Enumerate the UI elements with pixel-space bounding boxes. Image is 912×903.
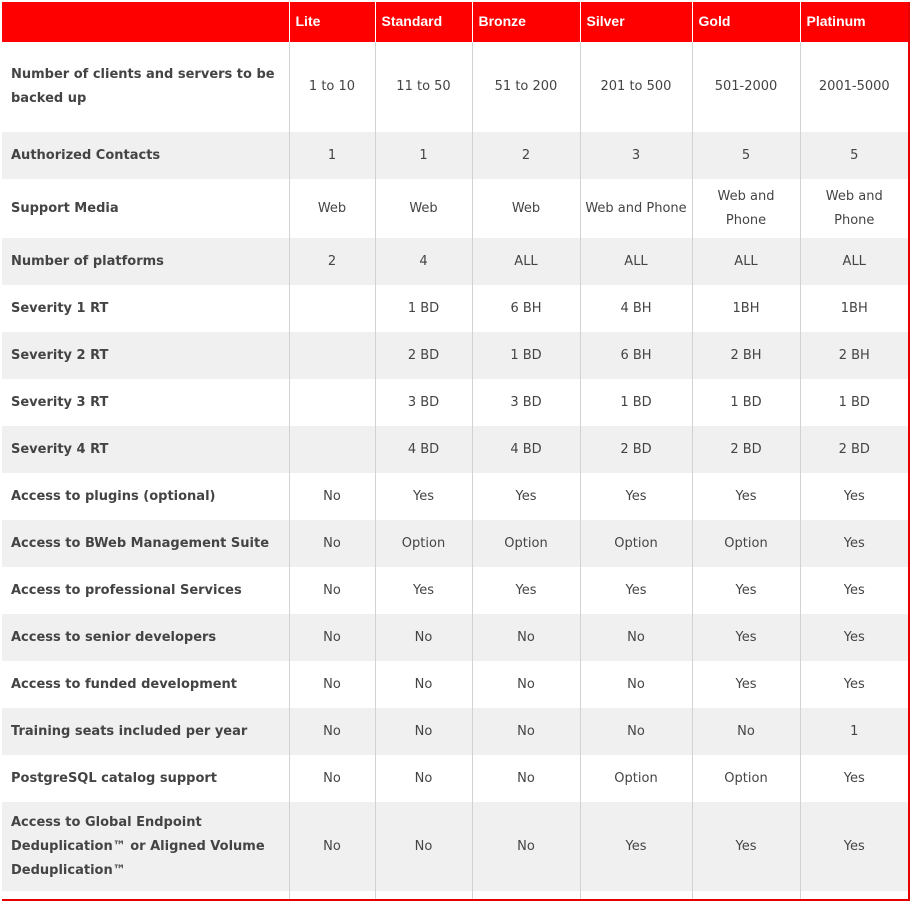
cell-standard: No	[375, 755, 472, 802]
cell-gold: Yes	[692, 567, 800, 614]
cell-standard: Yes	[375, 473, 472, 520]
cell-lite	[289, 332, 375, 379]
feature-label: Training seats included per year	[2, 708, 289, 755]
cell-lite: No	[289, 473, 375, 520]
table-row	[2, 661, 908, 708]
cell-standard: Web	[375, 179, 472, 238]
table-row	[2, 426, 908, 473]
table-row	[2, 332, 908, 379]
header-plan-lite: Lite	[289, 2, 375, 42]
cell-standard: 3 BD	[375, 379, 472, 426]
cell-lite: No	[289, 802, 375, 891]
cell-silver: 3	[580, 132, 692, 179]
cell-gold: 5	[692, 132, 800, 179]
cell-lite	[289, 285, 375, 332]
cell-standard: 11 to 50	[375, 42, 472, 132]
cell-gold: Yes	[692, 473, 800, 520]
cell-silver: 2 BD	[580, 426, 692, 473]
feature-label: Access to senior developers	[2, 614, 289, 661]
feature-label: Severity 3 RT	[2, 379, 289, 426]
table-row	[2, 802, 908, 891]
cell-standard: No	[375, 708, 472, 755]
feature-label: Number of platforms	[2, 238, 289, 285]
cell-standard: No	[375, 802, 472, 891]
cell-lite: No	[289, 708, 375, 755]
cell-gold: 1BH	[692, 285, 800, 332]
cell-standard: 4 BD	[375, 426, 472, 473]
cell-gold: Yes	[692, 661, 800, 708]
cell-bronze: No	[472, 661, 580, 708]
cell-silver: ALL	[580, 238, 692, 285]
cell-platinum: 1BH	[800, 285, 908, 332]
feature-label: Access to plugins (optional)	[2, 473, 289, 520]
table-row	[2, 132, 908, 179]
cell-lite: No	[289, 520, 375, 567]
spacer-cell	[800, 891, 908, 901]
cell-gold: Yes	[692, 802, 800, 891]
cell-gold: Yes	[692, 614, 800, 661]
spacer-cell	[375, 891, 472, 901]
feature-label: Access to funded development	[2, 661, 289, 708]
cell-lite: Web	[289, 179, 375, 238]
cell-platinum: ALL	[800, 238, 908, 285]
cell-silver: 201 to 500	[580, 42, 692, 132]
cell-bronze: 3 BD	[472, 379, 580, 426]
cell-lite: No	[289, 661, 375, 708]
cell-bronze: Yes	[472, 567, 580, 614]
cell-standard: No	[375, 614, 472, 661]
cell-lite	[289, 379, 375, 426]
cell-lite: 1	[289, 132, 375, 179]
table-row	[2, 179, 908, 238]
cell-silver: Web and Phone	[580, 179, 692, 238]
cell-bronze: 51 to 200	[472, 42, 580, 132]
cell-bronze: Option	[472, 520, 580, 567]
cell-bronze: 2	[472, 132, 580, 179]
feature-label: Severity 4 RT	[2, 426, 289, 473]
cell-silver: 1 BD	[580, 379, 692, 426]
table-row	[2, 42, 908, 132]
cell-gold: ALL	[692, 238, 800, 285]
cell-platinum: Yes	[800, 661, 908, 708]
cell-silver: No	[580, 661, 692, 708]
cell-lite: 2	[289, 238, 375, 285]
cell-platinum: 2 BD	[800, 426, 908, 473]
cell-gold: 2 BH	[692, 332, 800, 379]
cell-silver: Yes	[580, 802, 692, 891]
cell-bronze: No	[472, 708, 580, 755]
cell-lite: No	[289, 567, 375, 614]
cell-platinum: Yes	[800, 755, 908, 802]
table-row	[2, 285, 908, 332]
cell-silver: Yes	[580, 473, 692, 520]
feature-label: Access to professional Services	[2, 567, 289, 614]
header-plan-standard: Standard	[375, 2, 472, 42]
spacer-cell	[580, 891, 692, 901]
cell-gold: 501-2000	[692, 42, 800, 132]
cell-bronze: 4 BD	[472, 426, 580, 473]
cell-platinum: Yes	[800, 473, 908, 520]
cell-bronze: ALL	[472, 238, 580, 285]
table-row	[2, 708, 908, 755]
cell-standard: No	[375, 661, 472, 708]
cell-silver: No	[580, 614, 692, 661]
cell-bronze: 6 BH	[472, 285, 580, 332]
cell-platinum: Web and Phone	[800, 179, 908, 238]
spacer-cell	[2, 891, 289, 901]
feature-label: Support Media	[2, 179, 289, 238]
table-row	[2, 238, 908, 285]
cell-standard: 2 BD	[375, 332, 472, 379]
cell-platinum: Yes	[800, 567, 908, 614]
cell-silver: 4 BH	[580, 285, 692, 332]
cell-bronze: No	[472, 802, 580, 891]
table-row	[2, 473, 908, 520]
cell-gold: Option	[692, 755, 800, 802]
cell-silver: 6 BH	[580, 332, 692, 379]
cell-bronze: 1 BD	[472, 332, 580, 379]
spacer-cell	[289, 891, 375, 901]
feature-label: Authorized Contacts	[2, 132, 289, 179]
cell-standard: 1 BD	[375, 285, 472, 332]
feature-label: Access to Global Endpoint Deduplication™ or Aligned Volume Deduplication™	[2, 802, 289, 891]
cell-platinum: Yes	[800, 802, 908, 891]
cell-lite: 1 to 10	[289, 42, 375, 132]
feature-label: Severity 1 RT	[2, 285, 289, 332]
support-plans-table	[2, 2, 908, 901]
cell-gold: 2 BD	[692, 426, 800, 473]
feature-label: PostgreSQL catalog support	[2, 755, 289, 802]
cell-lite: No	[289, 614, 375, 661]
cell-lite: No	[289, 755, 375, 802]
header-row	[2, 2, 908, 42]
cell-platinum: 1 BD	[800, 379, 908, 426]
cell-lite	[289, 426, 375, 473]
plans-table-container	[2, 2, 910, 901]
header-plan-silver: Silver	[580, 2, 692, 42]
cell-silver: Option	[580, 755, 692, 802]
cell-standard: 1	[375, 132, 472, 179]
table-row	[2, 755, 908, 802]
cell-gold: No	[692, 708, 800, 755]
cell-platinum: 5	[800, 132, 908, 179]
header-feature	[2, 2, 289, 42]
cell-gold: Web and Phone	[692, 179, 800, 238]
header-plan-gold: Gold	[692, 2, 800, 42]
spacer-cell	[692, 891, 800, 901]
cell-bronze: No	[472, 755, 580, 802]
cell-platinum: Yes	[800, 520, 908, 567]
cell-standard: Option	[375, 520, 472, 567]
table-row-spacer	[2, 891, 908, 901]
cell-platinum: 2001-5000	[800, 42, 908, 132]
cell-standard: 4	[375, 238, 472, 285]
table-row	[2, 379, 908, 426]
cell-silver: Yes	[580, 567, 692, 614]
cell-silver: No	[580, 708, 692, 755]
cell-platinum: Yes	[800, 614, 908, 661]
cell-gold: 1 BD	[692, 379, 800, 426]
cell-platinum: 1	[800, 708, 908, 755]
table-row	[2, 520, 908, 567]
header-plan-platinum: Platinum	[800, 2, 908, 42]
cell-bronze: Yes	[472, 473, 580, 520]
cell-platinum: 2 BH	[800, 332, 908, 379]
cell-silver: Option	[580, 520, 692, 567]
spacer-cell	[472, 891, 580, 901]
table-row	[2, 614, 908, 661]
cell-gold: Option	[692, 520, 800, 567]
cell-standard: Yes	[375, 567, 472, 614]
cell-bronze: Web	[472, 179, 580, 238]
feature-label: Severity 2 RT	[2, 332, 289, 379]
feature-label: Access to BWeb Management Suite	[2, 520, 289, 567]
feature-label: Number of clients and servers to be backed up	[2, 42, 289, 132]
cell-bronze: No	[472, 614, 580, 661]
header-plan-bronze: Bronze	[472, 2, 580, 42]
table-row	[2, 567, 908, 614]
